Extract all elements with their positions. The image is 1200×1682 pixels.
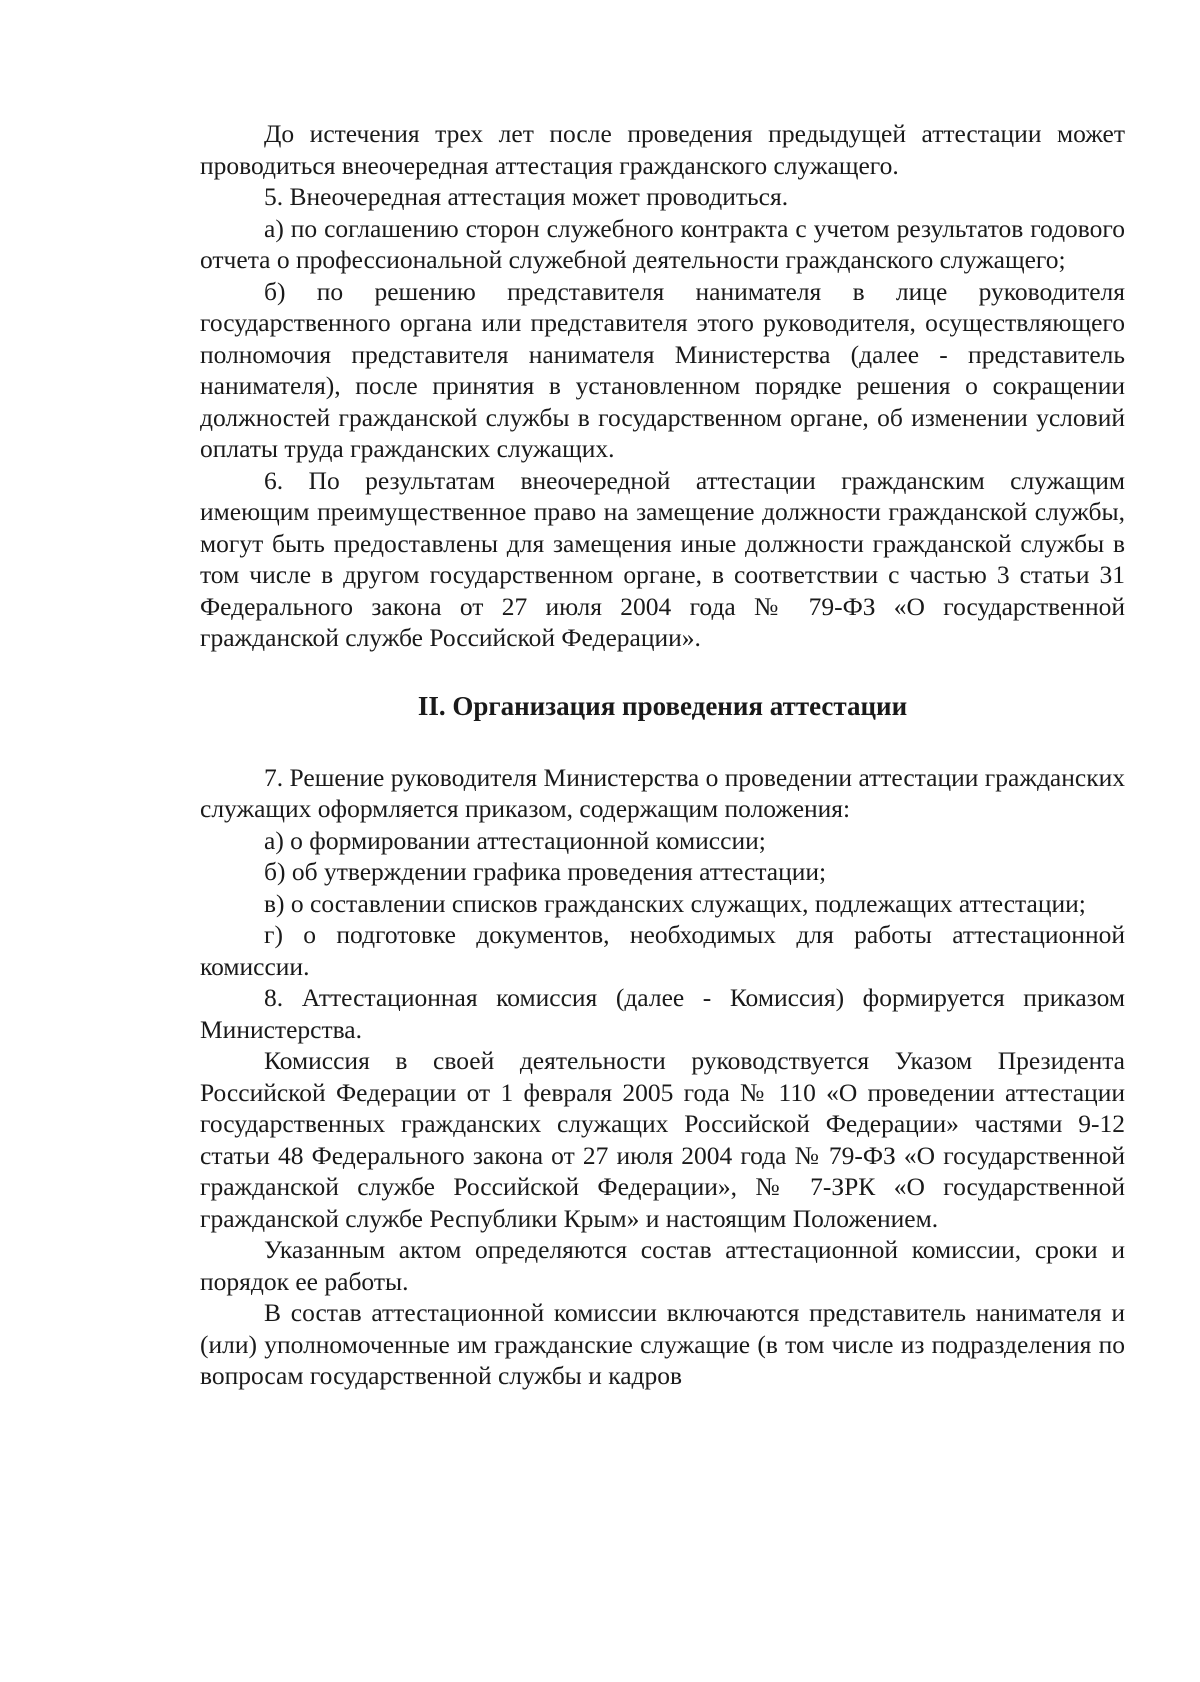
paragraph-item-8: 8. Аттестационная комиссия (далее - Комиссия) формируется приказом Министерства. [200,983,1125,1044]
paragraph-item-7b: б) об утверждении графика проведения аттестации; [264,857,827,886]
paragraph-commission-members: В состав аттестационной комиссии включаются представитель нанимателя и (или) уполномоченные им гражданские служащие (в том числе из подразделения по вопросам государственной службы и кадров [200,1298,1125,1390]
document-page [200,118,1125,1392]
paragraph-commission-composition-act: Указанным актом определяются состав аттестационной комиссии, сроки и порядок ее работы. [200,1235,1125,1296]
paragraph-early-attestation: До истечения трех лет после проведения предыдущей аттестации может проводиться внеочередная аттестация гражданского служащего. [200,119,1125,180]
paragraph-item-7a: а) о формировании аттестационной комиссии; [264,825,766,855]
paragraph-item-7c: в) о составлении списков гражданских служащих, подлежащих аттестации; [264,888,1086,918]
paragraph-item-7d: г) о подготовке документов, необходимых для работы аттестационной комиссии. [200,920,1125,981]
paragraph-item-5a: а) по соглашению сторон служебного контракта с учетом результатов годового отчета о профессиональной служебной деятельности гражданского служащего; [200,213,1125,274]
paragraph-item-5b: б) по решению представителя нанимателя в лице руководителя государственного органа или представителя этого руководителя, осуществляющего полномочия представителя нанимателя Министерства (далее - представитель нанимателя), после принятия в установленном порядке решения о сокращении должностей гражданской службы в государственном органе, об изменении условий оплаты труда гражданских служащих. [200,276,1125,463]
paragraph-item-7: 7. Решение руководителя Министерства о проведении аттестации гражданских служащих оформляется приказом, содержащим положения: [200,762,1125,823]
section-heading: II. Организация проведения аттестации [417,690,908,721]
paragraph-item-5: 5. Внеочередная аттестация может проводиться. [264,182,789,211]
paragraph-commission-guidance: Комиссия в своей деятельности руководствуется Указом Президента Российской Федерации от 1 февраля 2005 года № 110 «О проведении аттестации государственных гражданских служащих Российской Федерации» частями 9-12 статьи 48 Федерального закона от 27 июля 2004 года № 79-ФЗ «О государственной гражданской службе Российской Федерации», № 7-ЗРК «О государственной гражданской службе Республики Крым» и настоящим Положением. [200,1046,1125,1233]
paragraph-item-6: 6. По результатам внеочередной аттестации гражданским служащим имеющим преимущественное право на замещение должности гражданской службы, могут быть предоставлены для замещения иные должности гражданской службы в том числе в другом государственном органе, в соответствии с частью 3 статьи 31 Федерального закона от 27 июля 2004 года № 79-ФЗ «О государственной гражданской службе Российской Федерации». [200,465,1125,652]
